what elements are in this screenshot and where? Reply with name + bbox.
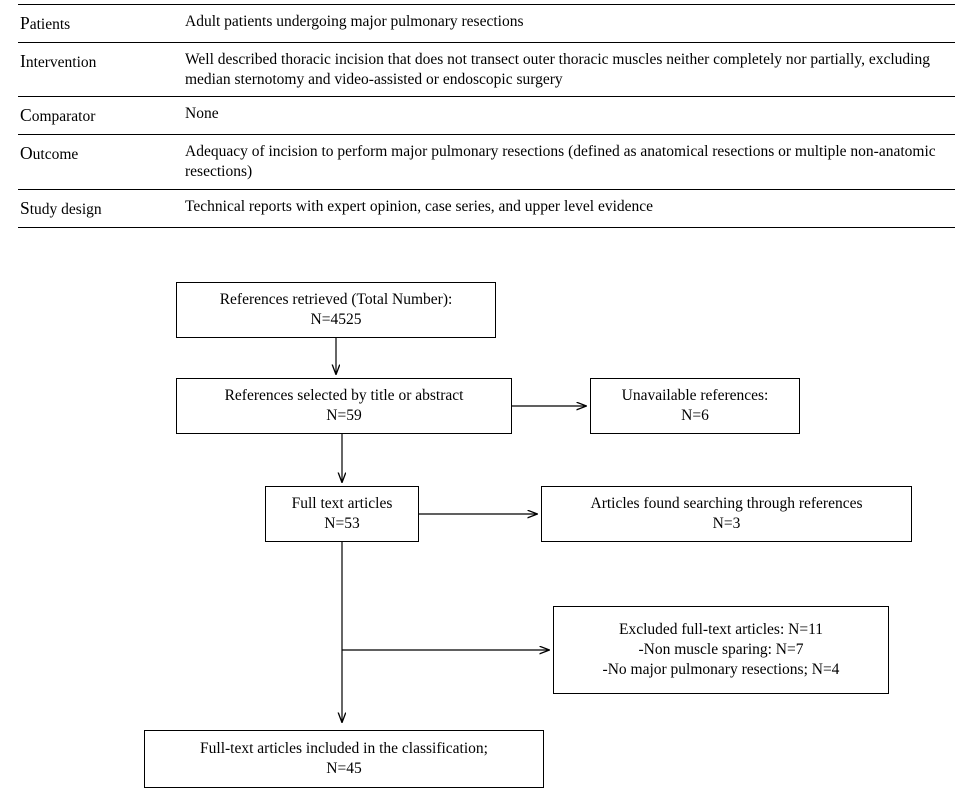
node-line-2: -Non muscle sparing: N=7 (638, 640, 804, 658)
row-label-intervention (18, 42, 179, 97)
table-row (18, 5, 955, 43)
row-label-rest: ntervention (25, 53, 97, 71)
row-value-outcome: Adequacy of incision to perform major pulmonary resections (defined as anatomical resections or multiple non-anatomic resections) (185, 143, 936, 181)
row-label-rest: utcome (32, 146, 79, 164)
node-full-text-articles (265, 486, 419, 542)
node-unavailable-references (590, 378, 800, 434)
node-line-3: -No major pulmonary resections; N=4 (602, 661, 840, 679)
node-references-selected (176, 378, 512, 434)
node-line-1: Articles found searching through references (590, 494, 863, 512)
node-line-1: References retrieved (Total Number): (219, 290, 453, 308)
prisma-flowchart (0, 268, 973, 800)
row-value-comparator: None (185, 105, 219, 123)
row-label-outcome (18, 135, 179, 190)
row-label-patients (18, 5, 179, 43)
node-line-2: N=6 (681, 407, 709, 424)
picos-table (18, 4, 955, 228)
row-label-initial: I (20, 50, 26, 71)
row-label-study-design (18, 189, 179, 227)
row-value-patients: Adult patients undergoing major pulmonary resections (185, 13, 524, 30)
node-line-1: References selected by title or abstract (224, 386, 464, 404)
row-value-intervention: Well described thoracic incision that does not transect outer thoracic muscles neither completely nor partially, excluding median sternotomy and video-assisted or endoscopic surgery (185, 50, 930, 88)
node-excluded-full-text-articles (553, 606, 889, 694)
node-line-2: N=3 (712, 515, 741, 532)
table-row (18, 135, 955, 190)
node-line-1: Excluded full-text articles: N=11 (618, 620, 823, 638)
node-references-retrieved (176, 282, 496, 338)
table-row (18, 189, 955, 227)
node-line-2: N=45 (326, 760, 362, 777)
node-line-1: Full text articles (291, 494, 393, 512)
node-line-2: N=4525 (310, 311, 362, 328)
node-line-2: N=59 (326, 407, 362, 424)
table-row (18, 42, 955, 97)
row-label-rest: tudy design (29, 200, 102, 218)
row-label-initial: S (20, 197, 30, 218)
row-label-rest: omparator (31, 108, 96, 126)
row-label-initial: O (20, 143, 33, 164)
row-value-study-design: Technical reports with expert opinion, case series, and upper level evidence (185, 197, 654, 215)
row-label-initial: P (20, 13, 30, 33)
row-label-initial: C (20, 105, 32, 126)
node-articles-included (144, 730, 544, 788)
node-line-1: Full-text articles included in the classification; (200, 739, 488, 757)
node-line-1: Unavailable references: (621, 386, 769, 404)
row-label-rest: atients (29, 16, 71, 33)
table-row (18, 97, 955, 135)
node-line-2: N=53 (324, 515, 360, 532)
picos-table-body (18, 5, 955, 228)
row-label-comparator (18, 97, 179, 135)
node-articles-found-searching (541, 486, 912, 542)
